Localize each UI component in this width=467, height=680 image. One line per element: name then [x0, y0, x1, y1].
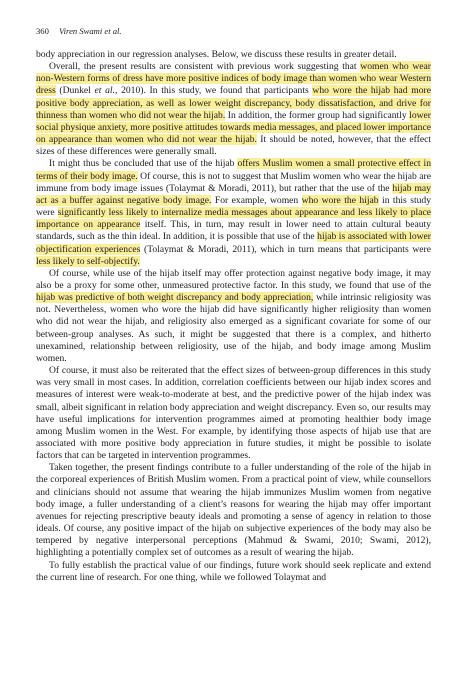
highlighted-text: hijab is associated with lower objectification experiences [36, 231, 432, 255]
paragraph [36, 462, 431, 559]
paragraph [36, 49, 431, 61]
running-head-authors: Viren Swami et al. [59, 26, 122, 36]
paragraph [36, 365, 431, 462]
text-run: It might thus be concluded that use of the hijab [49, 158, 238, 170]
text-run: Of course, this is not to suggest that Muslim women who wear the hijab are immune from body image issues (Tolaymat & Moradi, 2011), but rather that the use of the [36, 170, 431, 194]
paragraph [36, 61, 431, 158]
text-run: , 2010). In this study, we found that participants [114, 85, 313, 97]
text-run: in this study were [36, 194, 432, 219]
text-run: (Tolaymat & Moradi, 2011), which in turn means that participants were [140, 243, 431, 255]
text-run: Overall, the present results are consistent with previous work suggesting that [49, 61, 361, 73]
paragraph [36, 158, 431, 267]
body-text [36, 49, 431, 584]
text-run: Of course, while use of the hijab itself may offer protection against negative body image, it may also be a proxy for some other, unmeasured protective factor. In this study, we found that use of the [36, 267, 431, 291]
highlighted-text: offers Muslim women a small protective effect in terms of their body image. [36, 158, 431, 182]
text-run: Of course, it must also be reiterated that the effect sizes of between-group differences in this study was very small in most cases. In addition, correlation coefficients between our hijab index scores and measures of interest were weak-to-moderate at best, and the predictive power of the hijab index was small, albeit significant in relation body appreciation and weight discrepancy. Even so, our results may have useful implications for intervention programmes aimed at promoting healthier body image among Muslim women in the West. For example, by identifying those aspects of hijab use that are associated with more positive body appreciation in future studies, it might be possible to isolate factors that can be targeted in intervention programmes. [36, 365, 431, 462]
text-run: For example, women [211, 194, 302, 206]
text-run: In addition, the former group had significantly [225, 109, 410, 121]
highlighted-text: who wore the hijab had more positive body appreciation, as well as lower weight discrepancy, body dissatisfaction, and drive for thinness than women who did not wear the hijab. [36, 85, 431, 121]
text-run: It should be noted, however, that the effect sizes of these differences were generally small. [36, 134, 431, 158]
running-head [36, 26, 431, 37]
text-run: To fully establish the practical value of our findings, future work should seek replicate and extend the current line of research. For one thing, while we followed Tolaymat and [36, 559, 431, 583]
paragraph [36, 268, 431, 365]
highlighted-text: hijab was predictive of both weight discrepancy and body appreciation, [36, 292, 314, 304]
text-run: body appreciation in our regression analyses. Below, we discuss these results in greater detail. [36, 49, 397, 60]
text-run: Taken together, the present findings contribute to a fuller understanding of the role of the hijab in the corporeal experiences of British Muslim women. From a practical point of view, while counsellors and clinicians should not assume that wearing the hijab immunizes Muslim women from negative body image, a fuller understanding of a client’s reasons for wearing the hijab may offer important avenues for rejecting prescriptive beauty ideals and promoting a sense of agency in relation to those ideals. Of course, any positive impact of the hijab on subjective experiences of the body may also be tempered by negative interpersonal perceptions (Mahmud & Swami, 2010; Swami, 2012), highlighting a potentially complex set of outcomes as a result of wearing the hijab. [36, 462, 431, 559]
text-run: itself. This, in turn, may result in lower need to attain cultural beauty standards, such as the thin ideal. In addition, it is possible that use of the [36, 219, 431, 243]
text-run: while intrinsic religiosity was not. Nevertheless, women who wore the hijab did have significantly higher religiosity than women who did not wear the hijab, and religiosity also emerged as a significant covariate for some of our between-group analyses. As such, it might be suggested that there is a complex, and hitherto unexamined, relationship between religiosity, use of the hijab, and body image among Muslim women. [36, 292, 431, 364]
highlighted-text: hijab may act as a buffer against negative body image. [36, 182, 431, 206]
text-run: (Dunkel [55, 85, 95, 97]
page-number: 360 [36, 26, 49, 36]
highlighted-text: women who wear non-Western forms of dress have more positive indices of body image than women who wear Western dress [36, 61, 431, 97]
text-run: et al. [94, 85, 115, 97]
highlighted-text: less likely to self-objectify. [36, 255, 140, 267]
paragraph [36, 560, 431, 584]
highlighted-text: significantly less likely to internalize media messages about appearance and less likely to place importance on appearance [36, 207, 431, 231]
highlighted-text: lower social physique anxiety, more positive attitudes towards media messages, and placed lower importance on appearance than women who did not wear the hijab. [36, 109, 431, 146]
highlighted-text: who wore the hijab [301, 194, 379, 206]
